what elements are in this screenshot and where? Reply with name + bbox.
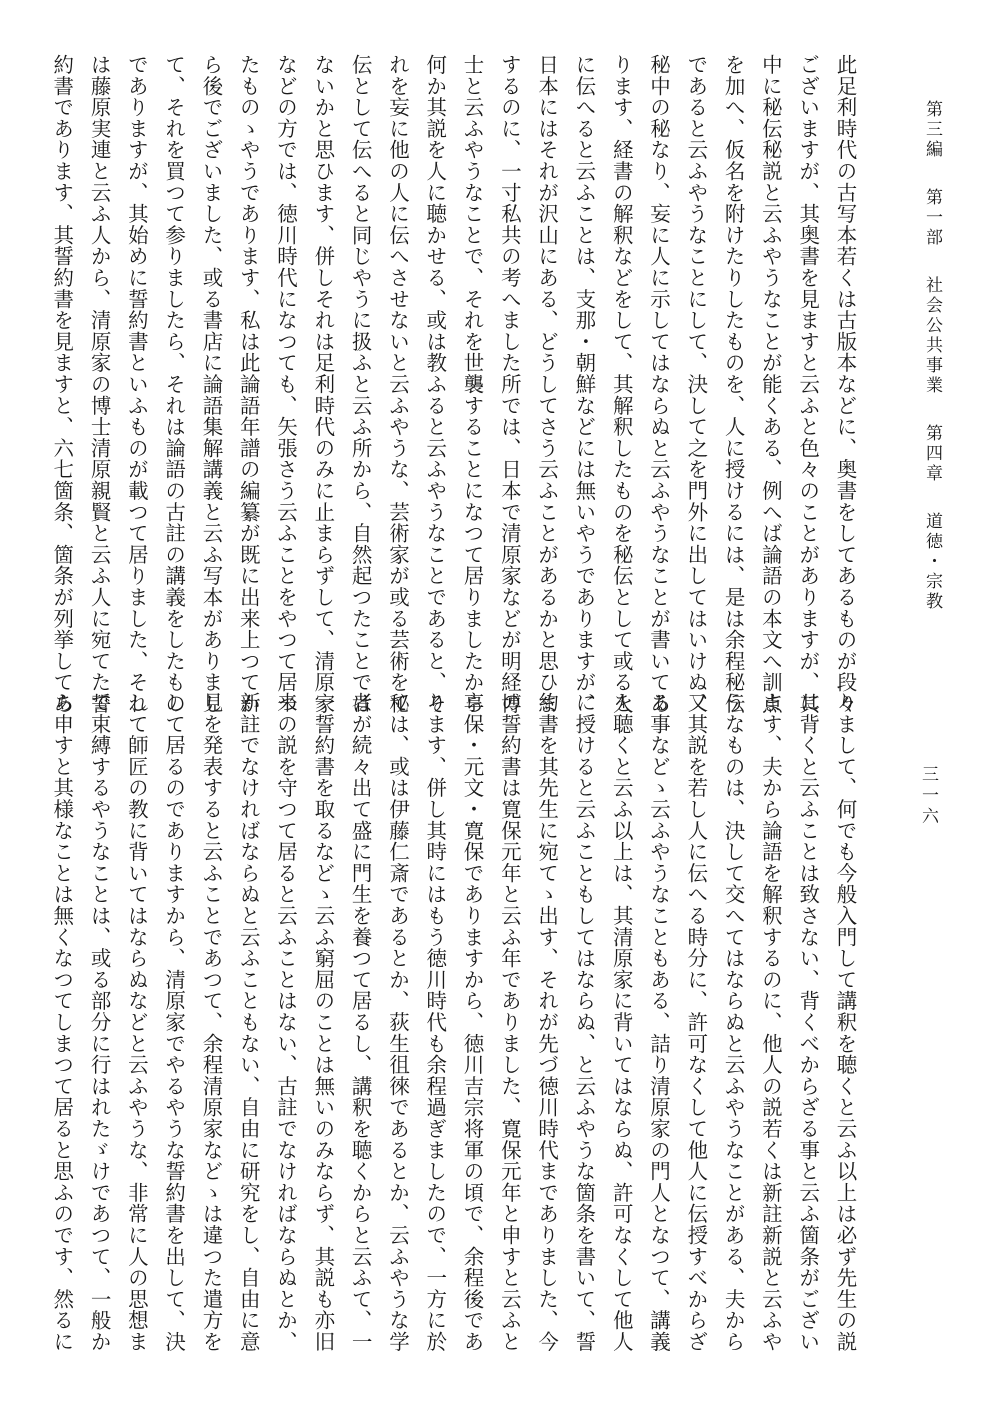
text-column: 見を発表すると云ふことであつて、余程清原家などゝは違つた遣方を: [198, 692, 223, 1353]
running-header: [905, 100, 945, 660]
text-column: ないかと思ひます、併しそれは足利時代のみに止まらずして、清原家: [310, 54, 335, 715]
text-column: に伝へると云ふことは、支那・朝鮮などには無いやうでありますが、: [571, 54, 596, 715]
text-column: で束縛するやうなことは、或る部分に行はれたゞけであつて、一般か: [87, 692, 112, 1353]
text-column: 来の説を守つて居ると云ふことはない、古註でなければならぬとか、: [273, 692, 298, 1353]
text-column: であると云ふやうなことにして、決して之を門外に出してはいけぬ、: [683, 54, 708, 715]
text-column: うなものは、決して交へてはならぬと云ふやうなことがある、夫から: [721, 692, 746, 1353]
text-column: して師匠の教に背いてはならぬなどと云ふやうな、非常に人の思想ま: [124, 692, 149, 1353]
header-category: 社会公共事業: [922, 276, 942, 396]
text-column: 士と云ふやうなことで、それを世襲することになつて居りましたから: [460, 54, 485, 715]
header-part: 第三編: [922, 100, 942, 160]
page-number: 三一六: [918, 765, 938, 828]
text-column: 者が続々出て盛に門生を養つて居るし、講釈を聴くからと云ふて、一: [348, 692, 373, 1353]
text-column: ら申すと其様なことは無くなつてしまつて居ると思ふのです、然るに: [49, 692, 74, 1353]
text-column: ます、夫から論語を解釈するのに、他人の説若くは新註新説と云ふや: [758, 692, 783, 1353]
header-chapter: 第四章: [922, 424, 942, 484]
text-column: は藤原実連と云ふ人から、清原家の博士清原親賢と云ふ人に宛てた誓: [87, 54, 112, 715]
text-column: 何か其説を人に聴かせる、或は教ふると云ふやうなことであると、そ: [422, 54, 447, 715]
text-column: ては、或は伊藤仁斎であるとか、荻生徂徠であるとか、云ふやうな学: [385, 692, 410, 1353]
text-column: 又其説を若し人に伝へる時分に、許可なくして他人に伝授すべからざ: [683, 692, 708, 1353]
text-column: するのに、一寸私共の考へました所では、日本で清原家などが明経博: [497, 54, 522, 715]
text-column: る事などゝ云ふやうなこともある、詰り清原家の門人となつて、講義: [646, 692, 671, 1353]
text-column: して居るのでありますから、清原家でやるやうな誓約書を出して、決: [161, 692, 186, 1353]
text-column: の誓約書は寛保元年と云ふ年でありました、寛保元年と申すと云ふと: [497, 692, 522, 1353]
text-column: などの方では、徳川時代になつても、矢張さう云ふことをやつて居つ: [273, 54, 298, 715]
text-column: 中に秘伝秘説と云ふやうなことが能くある、例へば論語の本文へ訓点: [758, 54, 783, 715]
text-column: 此足利時代の古写本若くは古版本などに、奥書をしてあるものが段々: [833, 54, 857, 715]
text-column: 一誓約書を取るなどゝ云ふ窮屈のことは無いのみならず、其説も亦旧: [310, 692, 335, 1353]
text-column: て、それを買つて参りましたら、それは論語の古註の講義をしたもの: [161, 54, 186, 715]
text-column: 日本にはそれが沢山にある、どうしてさう云ふことがあるかと思ひま: [534, 54, 559, 715]
header-section: 第一部: [922, 188, 942, 248]
text-column: ります、併し其時にはもう徳川時代も余程過ぎましたので、一方に於: [422, 692, 447, 1353]
text-column: でありますが、其始めに誓約書といふものが載つて居りました、それ: [124, 54, 149, 715]
text-column: ら後でございました、或る書店に論語集解講義と云ふ写本がありまし: [198, 54, 223, 715]
lower-text-block: [49, 692, 863, 1353]
text-column: に背くと云ふことは致さない、背くべからざる事と云ふ箇条がござい: [795, 692, 820, 1353]
text-column: 約書であります、其誓約書を見ますと、六七箇条、箇条が列挙してあ: [49, 54, 74, 715]
text-column: 新註でなければならぬと云ふこともない、自由に研究をし、自由に意: [236, 692, 261, 1353]
text-column: 享保・元文・寛保でありますから、徳川吉宗将軍の頃で、余程後であ: [460, 692, 485, 1353]
header-topic: 道徳・宗教: [922, 512, 942, 612]
text-column: れを妄に他の人に伝へさせないと云ふやうな、芸術家が或る芸術を秘: [385, 54, 410, 715]
text-column: ございますが、其奥書を見ますと云ふと色々のことがありますが、其: [795, 54, 820, 715]
upper-text-block: [49, 54, 863, 715]
text-column: に授けると云ふこともしてはならぬ、と云ふやうな箇条を書いて、誓: [571, 692, 596, 1353]
text-column: 秘中の秘なり、妄に人に示してはならぬと云ふやうなことが書いてあ: [646, 54, 671, 715]
text-column: 伝として伝へると同じやうに扱ふと云ふ所から、自然起つたことでは: [348, 54, 373, 715]
text-column: を聴くと云ふ以上は、其清原家に背いてはならぬ、許可なくして他人: [609, 692, 634, 1353]
text-column: たものゝやうであります、私は此論語年譜の編纂が既に出来上つてか: [236, 54, 261, 715]
text-column: 約書を其先生に宛てゝ出す、それが先づ徳川時代までありました、今: [534, 692, 559, 1353]
text-column: ります、経書の解釈などをして、其解釈したものを秘伝として或る人: [609, 54, 634, 715]
text-column: りまして、何でも今般入門して講釈を聴くと云ふ以上は必ず先生の説: [833, 692, 857, 1353]
text-column: を加へ、仮名を附けたりしたものを、人に授けるには、是は余程秘伝: [721, 54, 746, 715]
